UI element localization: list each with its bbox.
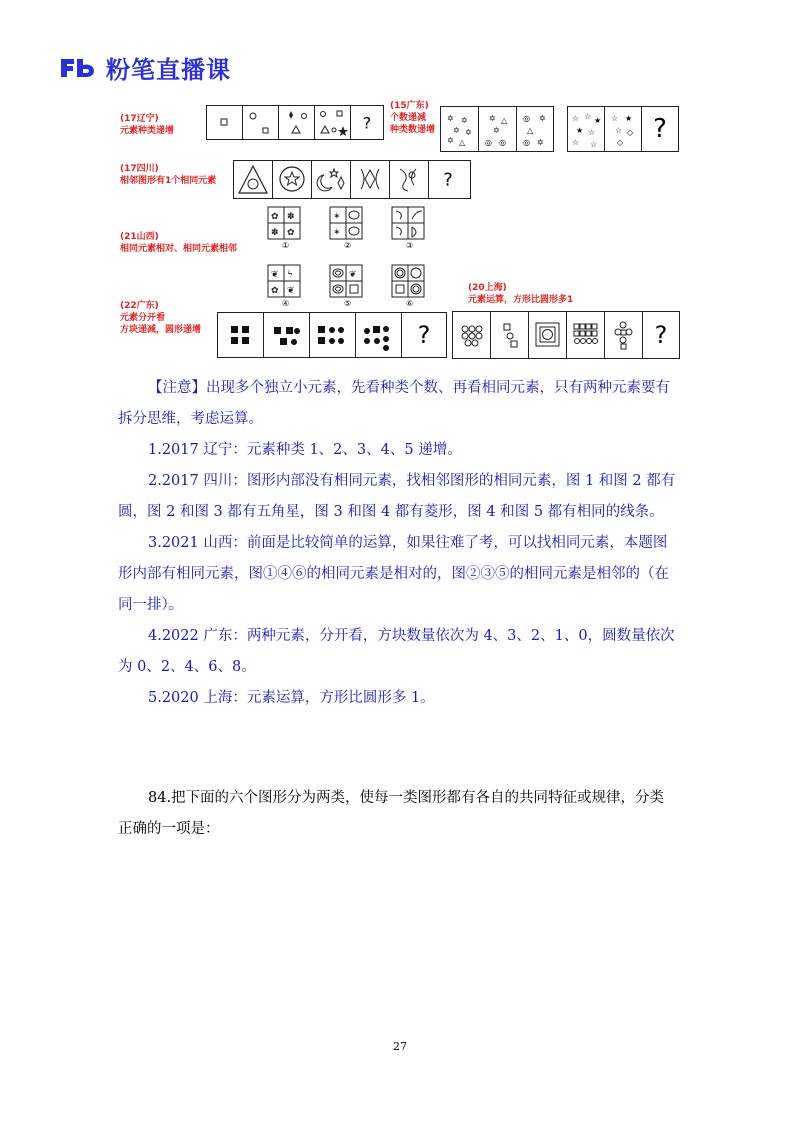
question-mark: ?	[443, 169, 453, 190]
figure-cell	[218, 313, 264, 357]
figure-17-liaoning	[206, 105, 384, 140]
svg-text:✡: ✡	[489, 114, 496, 123]
svg-text:✶: ✶	[333, 228, 341, 238]
svg-text:☆: ☆	[590, 140, 598, 149]
figure-cell-question	[429, 161, 467, 198]
svg-text:✿: ✿	[271, 286, 279, 296]
svg-text:✿: ✿	[271, 212, 279, 222]
label-line: (17辽宁)	[120, 114, 159, 124]
svg-text:◇: ◇	[617, 138, 624, 147]
note-item-5: 5.2020 上海：元素运算，方形比圆形多 1。	[148, 690, 435, 706]
shanxi-number-5: ⑤	[344, 299, 352, 308]
svg-text:◎: ◎	[523, 138, 530, 147]
figure-22-guangdong	[217, 312, 447, 358]
fenbi-logo	[58, 56, 100, 80]
question-text: 84.把下面的六个图形分为两类，使每一类图形都有各自的共同特征或规律，分类正确的一项是：	[118, 790, 665, 837]
figure-cell	[356, 313, 402, 357]
svg-text:✡: ✡	[493, 126, 500, 135]
figure-17-sichuan	[233, 160, 471, 199]
figure-15-guangdong	[440, 106, 554, 152]
svg-text:◎: ◎	[485, 138, 492, 147]
shanxi-number-2: ②	[344, 241, 352, 250]
figure-cell-question	[351, 106, 383, 139]
figure-cell-question	[642, 107, 678, 151]
figure-15-guangdong-stars	[567, 106, 679, 152]
figure-cell	[264, 313, 310, 357]
svg-text:❦: ❦	[349, 270, 357, 280]
note-item-4: 4.2022 广东：两种元素，分开看，方块数量依次为 4、3、2、1、0，圆数量依次为 0、2、4、6、8。	[118, 628, 675, 675]
svg-text:☆: ☆	[584, 112, 592, 121]
figure-cell	[279, 106, 315, 139]
figure-cell	[310, 313, 356, 357]
figure-cell	[390, 161, 429, 198]
svg-text:◇: ◇	[627, 128, 634, 137]
svg-text:❦: ❦	[271, 270, 279, 280]
label-21-shanxi	[120, 231, 237, 255]
question-84	[118, 783, 678, 845]
header	[58, 50, 231, 85]
svg-text:△: △	[527, 126, 534, 135]
label-line: 相同元素相对、相同元素相邻	[120, 244, 238, 254]
note-bracket: 【注意】	[148, 380, 206, 396]
figure-cell	[207, 106, 243, 139]
label-line: 元素种类递增	[120, 126, 175, 136]
svg-text:★: ★	[594, 116, 602, 125]
label-17-sichuan	[120, 163, 216, 187]
brand-name: 粉笔直播课	[106, 56, 231, 84]
figure-cell	[491, 312, 529, 358]
note-section	[118, 373, 678, 714]
label-line: (22广东)	[120, 301, 159, 311]
figure-cell	[234, 161, 273, 198]
figure-cell	[441, 107, 479, 151]
svg-text:❦: ❦	[287, 286, 295, 296]
figure-cell	[605, 312, 643, 358]
label-line: (15广东)	[390, 101, 429, 111]
label-17-liaoning	[120, 113, 174, 137]
label-line: (20上海)	[468, 283, 507, 293]
figure-cell	[568, 107, 605, 151]
svg-text:◎: ◎	[499, 138, 506, 147]
shanxi-number-3: ③	[406, 241, 414, 250]
label-line: 元素运算，方形比圆形多1	[468, 295, 574, 305]
fb-logo-icon	[58, 56, 100, 80]
note-intro-text: 出现多个独立小元素，先看种类个数、再看相同元素，只有两种元素要有拆分思维，考虑运算。	[118, 380, 670, 427]
figure-cell	[605, 107, 642, 151]
shanxi-number-1: ①	[282, 241, 290, 250]
svg-text:✶: ✶	[333, 212, 341, 222]
svg-text:✿: ✿	[287, 228, 295, 238]
svg-text:☆: ☆	[572, 114, 580, 123]
svg-text:✽: ✽	[287, 212, 295, 222]
figure-cell	[243, 106, 279, 139]
svg-text:△: △	[501, 116, 508, 125]
figure-cell	[517, 107, 555, 151]
question-mark: ?	[362, 113, 372, 132]
svg-text:✡: ✡	[465, 128, 472, 137]
svg-text:☆: ☆	[572, 138, 580, 147]
svg-text:☆: ☆	[611, 114, 619, 123]
svg-text:✡: ✡	[539, 114, 546, 123]
svg-text:✡: ✡	[537, 138, 544, 147]
note-item-3: 3.2021 山西：前面是比较简单的运算，如果往难了考，可以找相同元素，本题图形内部有相同元素，图①④⑥的相同元素是相对的，图②③⑤的相同元素是相邻的（在同一排）。	[118, 535, 669, 613]
question-mark: ?	[654, 321, 668, 349]
label-line: 元素分开看	[120, 313, 166, 323]
figure-cell	[567, 312, 605, 358]
label-line: 相邻图形有1个相同元素	[120, 176, 217, 186]
note-item-1: 1.2017 辽宁：元素种类 1、2、3、4、5 递增。	[148, 442, 462, 458]
svg-text:✡: ✡	[447, 136, 454, 145]
figure-cell	[315, 106, 351, 139]
svg-text:✡: ✡	[453, 126, 460, 135]
label-20-shanghai	[468, 282, 573, 306]
figure-cell	[351, 161, 390, 198]
label-22-guangdong	[120, 300, 201, 336]
figure-20-shanghai	[452, 311, 680, 359]
shanxi-number-4: ④	[282, 299, 290, 308]
note-item-2: 2.2017 四川：图形内部没有相同元素，找相邻图形的相同元素，图 1 和图 2 都有圆，图 2 和图 3 都有五角星，图 3 和图 4 都有菱形，图 4 和图 5 都有相同的线条。	[118, 473, 676, 520]
figure-cell	[312, 161, 351, 198]
svg-text:✽: ✽	[271, 228, 279, 238]
question-mark: ?	[417, 321, 431, 349]
svg-text:★: ★	[625, 114, 633, 123]
label-15-guangdong	[390, 100, 435, 136]
svg-text:◎: ◎	[523, 114, 530, 123]
shanxi-number-6: ⑥	[406, 299, 414, 308]
figure-cell	[529, 312, 567, 358]
figure-cell	[453, 312, 491, 358]
page-number: 27	[393, 1040, 407, 1053]
figure-cell	[273, 161, 312, 198]
svg-text:★: ★	[576, 126, 584, 135]
svg-text:☆: ☆	[615, 126, 623, 135]
note-intro	[118, 373, 678, 435]
label-line: (21山西)	[120, 232, 159, 242]
svg-text:✡: ✡	[461, 116, 468, 125]
question-mark: ?	[653, 114, 667, 144]
figure-cell	[479, 107, 517, 151]
figure-cell-question	[402, 313, 446, 357]
label-line: (17四川)	[120, 164, 159, 174]
svg-text:✡: ✡	[447, 114, 454, 123]
label-line: 种类数递增	[390, 125, 436, 135]
label-line: 个数递减	[390, 113, 427, 123]
svg-text:△: △	[459, 138, 466, 147]
label-line: 方块递减，圆形递增	[120, 325, 202, 335]
figure-cell-question	[643, 312, 679, 358]
svg-text:ϟ: ϟ	[287, 270, 293, 280]
figure-21-shanxi	[266, 205, 436, 305]
svg-text:☆: ☆	[588, 128, 596, 137]
